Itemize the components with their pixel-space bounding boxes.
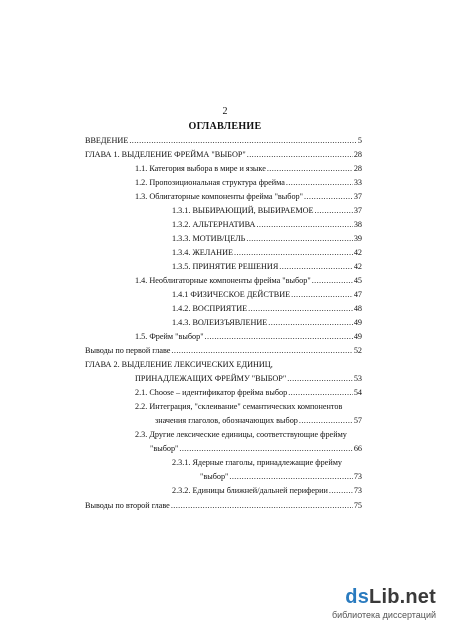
toc-entry-page: 57 [353, 416, 362, 425]
toc-leader [268, 318, 353, 328]
toc-entry-text: 1.3.4. ЖЕЛАНИЕ [172, 248, 233, 257]
toc-entry [172, 220, 362, 230]
toc-entry-page: 42 [353, 248, 362, 257]
toc-entry [85, 501, 362, 511]
toc-entry-text: ПРИНАДЛЕЖАЩИХ ФРЕЙМУ "ВЫБОР" [135, 374, 287, 383]
toc-entry [135, 276, 362, 286]
toc-entry-page: 42 [353, 262, 362, 271]
toc-entry [155, 416, 362, 426]
toc-entry-page: 28 [353, 164, 362, 173]
toc-leader [312, 276, 353, 286]
toc-entry [172, 234, 362, 244]
toc-entry [150, 444, 362, 454]
toc-entry-page: 28 [353, 150, 362, 159]
toc-leader [291, 290, 353, 300]
toc-leader [288, 388, 353, 398]
toc-entry-text: "выбор" [150, 444, 179, 453]
toc-entry-text: 2.3.2. Единицы ближней/дальней периферии [172, 486, 328, 495]
toc-entry-text: 1.3. Облигаторные компоненты фрейма "выбор" [135, 192, 303, 201]
toc-entry-page: 73 [353, 472, 362, 481]
toc-leader [234, 248, 353, 258]
toc-entry [135, 374, 362, 384]
toc-entry [85, 346, 362, 356]
toc-entry-page: 75 [353, 501, 362, 510]
watermark-logo-part2: Lib.net [369, 586, 436, 608]
toc-leader [229, 472, 352, 482]
toc-entry-page: 5 [357, 136, 362, 145]
toc-leader [315, 206, 353, 216]
toc-entry [135, 430, 362, 440]
toc-entry [85, 150, 362, 160]
toc-entry-text: 1.4.1 ФИЗИЧЕСКОЕ ДЕЙСТВИЕ [172, 290, 291, 299]
toc-entry [85, 136, 362, 146]
toc-entry-page: 53 [353, 374, 362, 383]
toc-entry-text: 2.3. Другие лексические единицы, соответствующие фрейму [135, 430, 347, 439]
toc-entry-text: 1.4.3. ВОЛЕИЗЪЯВЛЕНИЕ [172, 318, 268, 327]
site-watermark [306, 586, 436, 626]
toc-entry-text: 2.2. Интеграция, "склеивание" семантических компонентов [135, 402, 343, 411]
toc-entry-text: "выбор" [200, 472, 229, 481]
toc-entry [172, 304, 362, 314]
toc-leader [171, 501, 353, 511]
toc-entry-page: 54 [353, 388, 362, 397]
toc-entry [172, 206, 362, 216]
toc-entry-page: 45 [353, 276, 362, 285]
toc-entry-text: 1.3.1. ВЫБИРАЮЩИЙ, ВЫБИРАЕМОЕ [172, 206, 314, 215]
watermark-logo [345, 586, 436, 609]
toc-entry [135, 332, 362, 342]
toc-entry [135, 388, 362, 398]
toc-leader [247, 150, 353, 160]
toc-entry-text: значения глаголов, обозначающих выбор [155, 416, 298, 425]
toc-leader [205, 332, 353, 342]
toc-entry-page: 52 [353, 346, 362, 355]
toc-entry [172, 486, 362, 496]
toc-leader [179, 444, 352, 454]
toc-entry-page: 37 [353, 206, 362, 215]
toc-entry-text: Выводы по второй главе [85, 501, 170, 510]
toc-entry-text: ВВЕДЕНИЕ [85, 136, 129, 145]
toc-entry-text: 1.3.3. МОТИВ/ЦЕЛЬ [172, 234, 246, 243]
toc-entry-page: 49 [353, 318, 362, 327]
toc-entry-text: 1.4. Необлигаторные компоненты фрейма "выбор" [135, 276, 311, 285]
toc-leader [299, 416, 353, 426]
toc-entry-page: 38 [353, 220, 362, 229]
toc-entry [85, 360, 362, 370]
toc-entry-text: 1.2. Пропозициональная структура фрейма [135, 178, 285, 187]
toc-entry-text: 1.3.2. АЛЬТЕРНАТИВА [172, 220, 256, 229]
toc-leader [246, 234, 352, 244]
toc-entry-text: 1.3.5. ПРИНЯТИЕ РЕШЕНИЯ [172, 262, 279, 271]
toc-entry [135, 164, 362, 174]
toc-entry [172, 318, 362, 328]
toc-entry [172, 290, 362, 300]
toc-leader [171, 346, 352, 356]
toc-entry-page: 33 [353, 178, 362, 187]
toc-entry [172, 262, 362, 272]
toc-entry-page: 39 [353, 234, 362, 243]
toc-entry-text: 2.1. Choose – идентификатор фрейма выбор [135, 388, 288, 397]
toc-leader [329, 486, 353, 496]
toc-leader [248, 304, 353, 314]
toc-entry [172, 248, 362, 258]
toc-entry [135, 192, 362, 202]
toc-entry-text: 1.1. Категория выбора в мире и языке [135, 164, 266, 173]
toc-entry [135, 402, 362, 412]
toc-entry-text: ГЛАВА 1. ВЫДЕЛЕНИЕ ФРЕЙМА "ВЫБОР" [85, 150, 246, 159]
toc-entry-page: 73 [353, 486, 362, 495]
page-number: 2 [222, 106, 228, 117]
toc-leader [304, 192, 353, 202]
toc-leader [287, 374, 353, 384]
toc-entry-text: Выводы по первой главе [85, 346, 171, 355]
toc-entry-page: 37 [353, 192, 362, 201]
toc-leader [256, 220, 352, 230]
toc-entry-text: ГЛАВА 2. ВЫДЕЛЕНИЕ ЛЕКСИЧЕСКИХ ЕДИНИЦ, [85, 360, 273, 369]
toc-entry-page: 49 [353, 332, 362, 341]
toc-entry-page: 48 [353, 304, 362, 313]
watermark-logo-part1: ds [345, 586, 370, 608]
watermark-subtitle: библиотека диссертаций [331, 610, 436, 620]
toc-entry [172, 458, 362, 468]
toc-entry-text: 1.5. Фрейм "выбор" [135, 332, 204, 341]
toc-leader [129, 136, 357, 146]
toc-leader [267, 164, 353, 174]
toc-entry-page: 66 [353, 444, 362, 453]
toc-entry-text: 2.3.1. Ядерные глаголы, принадлежащие фрейму [172, 458, 342, 467]
toc-entry-text: 1.4.2. ВОСПРИЯТИЕ [172, 304, 248, 313]
toc-leader [286, 178, 353, 188]
toc-entry [200, 472, 362, 482]
toc-entry-page: 47 [353, 290, 362, 299]
toc-leader [279, 262, 353, 272]
toc-title: ОГЛАВЛЕНИЕ [188, 121, 262, 132]
toc-entry [135, 178, 362, 188]
